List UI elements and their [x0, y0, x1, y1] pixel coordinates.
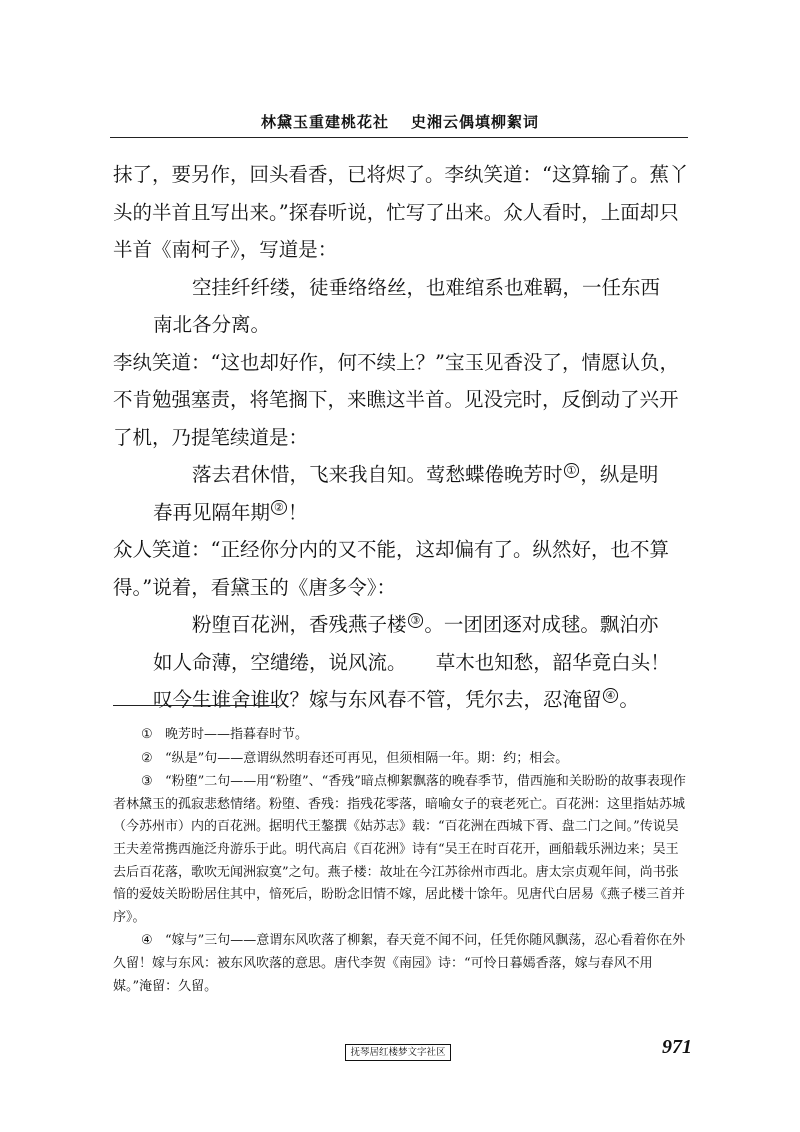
- footnote-number: ③: [141, 774, 153, 790]
- poem-text: 春再见隔年期: [153, 500, 271, 524]
- footnote-text: “粉堕”二句——用“粉堕”、“香残”暗点柳絮飘落的晚春季节，借西施和关盼盼的故事表现作者林黛玉的孤寂悲愁情绪。粉堕、香残：指残花零落，暗喻女子的衰老死亡。百花洲：这里指姑苏城（今苏州市）内的百花洲。据明代王鏊撰《姑苏志》载：“百花洲在西城下胥、盘二门之间。”传说吴王夫差常携西施泛舟游乐于此。明代高启《百花洲》诗有“吴王在时百花开，画船载乐洲边来；吴王去后百花落，歌吹无闻洲寂寞”之句。燕子楼：故址在今江苏徐州市西北。唐太宗贞观年间，尚书张愔的爱妓关盼盼居住其中，愔死后，盼盼念旧情不嫁，居此楼十馀年。见唐代白居易《燕子楼三首并序》。: [113, 774, 686, 925]
- poem-tangduoling-line-3: [113, 681, 691, 719]
- poem-text: 叹今生谁舍谁收？嫁与东风春不管，凭尔去，忍淹留: [153, 688, 602, 711]
- footnotes: [113, 724, 691, 999]
- footnote-number: ④: [141, 933, 153, 949]
- paragraph-2: 李纨笑道：“这也却好作，何不续上？”宝玉见香没了，情愿认负，不肯勉强塞责，将笔搁下，来瞧这半首。见没完时，反倒动了兴开了机，乃提笔续道是：: [113, 350, 679, 449]
- footnote-ref-1[interactable]: ①: [564, 463, 580, 478]
- watermark-stamp: 抚琴居红楼梦文字社区: [345, 1044, 451, 1061]
- poem-text: ，纵是明: [580, 463, 659, 486]
- poem-text: ！: [287, 500, 308, 524]
- footnote-ref-4[interactable]: ④: [603, 688, 619, 703]
- header-chapter-left: 林黛玉重建桃花社: [260, 113, 389, 131]
- header-rule: [110, 137, 688, 138]
- footnote-rule: [113, 705, 279, 706]
- poem-tangduoling-line-1: [113, 606, 691, 644]
- poem-text: 粉堕百花洲，香残燕子楼: [192, 613, 407, 636]
- footnote-text: “嫁与”三句——意谓东风吹落了柳絮，春天竟不闻不问，任凭你随风飘荡，忍心看着你在外久留！嫁与东风：被东风吹落的意思。唐代李贺《南园》诗：“可怜日暮嫣香落，嫁与春风不用媒。”淹留：久留。: [113, 933, 686, 994]
- running-header: [110, 111, 690, 132]
- footnote-text: “纵是”句——意谓纵然明春还可再见，但须相隔一年。期：约；相会。: [165, 750, 569, 766]
- poem-text: 。: [619, 688, 639, 711]
- poem-nankezi-line-1: 空挂纤纤缕，徒垂络络丝，也难绾系也难羁，一任东西: [192, 275, 661, 299]
- footnote-ref-3[interactable]: ③: [408, 613, 424, 628]
- poem-tangduoling-line-2: 如人命薄，空缱绻，说风流。 草木也知愁，韶华竟白头！: [153, 650, 670, 674]
- footnote-2: [113, 748, 691, 771]
- footnote-number: ①: [141, 727, 153, 742]
- poem-text: 落去君休惜，飞来我自知。莺愁蝶倦晚芳时: [192, 463, 563, 486]
- footnote-number: ②: [141, 750, 153, 766]
- footnote-text: 晚芳时——指暮春时节。: [165, 727, 309, 742]
- poem-continuation-line-2: [113, 494, 691, 532]
- footnote-1: [113, 724, 691, 747]
- footnote-4: [113, 930, 691, 998]
- footnote-3: [113, 771, 691, 929]
- footnote-ref-2[interactable]: ②: [271, 500, 287, 515]
- poem-text: 。一团团逐对成毬。飘泊亦: [424, 613, 659, 636]
- header-chapter-right: 史湘云偶填柳絮词: [411, 113, 540, 131]
- paragraph-1: 抹了，要另作，回头看香，已将烬了。李纨笑道：“这算输了。蕉丫头的半首且写出来。”探春听说，忙写了出来。众人看时，上面却只半首《南柯子》，写道是：: [113, 163, 689, 261]
- page-number: 971: [662, 1036, 692, 1058]
- poem-continuation-line-1: [113, 456, 691, 494]
- paragraph-3: 众人笑道：“正经你分内的又不能，这却偏有了。纵然好，也不算得。”说着，看黛玉的《唐多令》：: [113, 538, 669, 599]
- poem-nankezi-line-2: 南北各分离。: [153, 313, 271, 336]
- main-text: [113, 156, 691, 719]
